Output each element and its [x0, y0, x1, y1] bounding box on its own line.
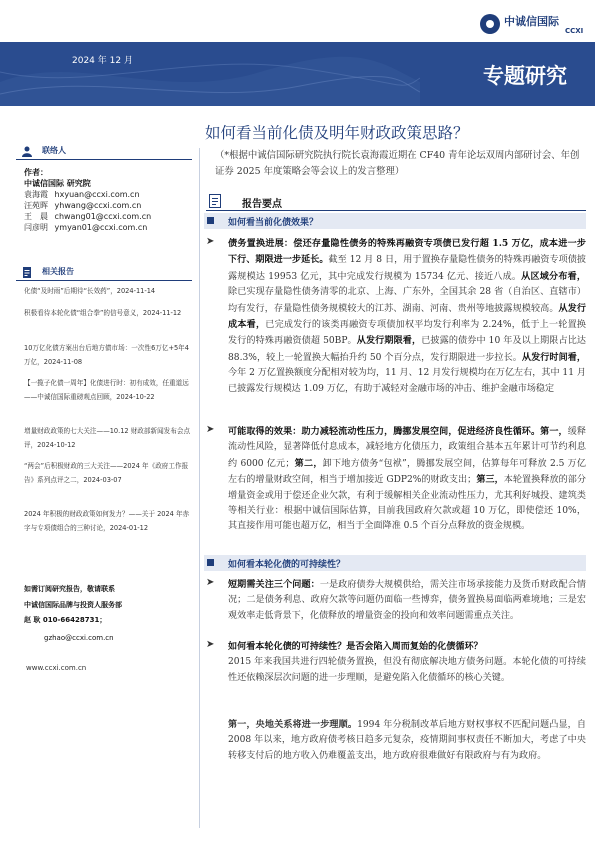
author-email[interactable]: hxyuan@ccxi.com.cn	[54, 190, 140, 199]
inline-lead: 第一，央地关系将进一步理顺。	[228, 719, 358, 730]
bullet-text: 截至 12 月 8 日，用于置换存量隐性债务的特殊再融资专项债披露规模达 19953 亿元，其中完成发行规模为 15734 亿元、接近八成。	[228, 255, 586, 282]
related-report-link[interactable]: 2024 年积极的财政政策如何发力？——关于 2024 年赤字与专项债组合的三种讨论，2024-01-12	[24, 510, 190, 532]
square-bullet-icon	[207, 559, 214, 566]
related-report-link[interactable]: 增量财政政策的七大关注——10.12 财政部新闻发布会点评，2024-10-12	[24, 427, 191, 449]
related-report-link[interactable]: 【一揽子化债一周年】化债进行时：初有成效，任重道远——中诚信国际重磅观点回顾，2024-10-22	[24, 379, 189, 401]
inline-lead: 第三，	[476, 474, 504, 486]
author-email[interactable]: yhwang@ccxi.com.cn	[54, 201, 142, 210]
paragraph-text: 1994 年分税制改革后地方财权事权不匹配问题凸显，自 2008 年以来，地方政府债考核日趋多元复杂，疫情期间事权责任不断加大，考虑了中央转移支付后的地方收入仍难覆盖支出，地方政府很难做好有限政府与有为政府。	[228, 720, 586, 761]
person-icon	[22, 146, 32, 157]
bullet-text: 已完成发行的该类再融资专项债加权平均发行利率为 2.24%，低于上一轮置换发行的特殊再融资债超 50BP。	[228, 320, 586, 347]
bullet-text: 今年 2 万亿置换额度分配相对较为均，11 月、12 月发行规模均在万亿左右，其中 11 月已披露发行规模达 1.09 万亿，有助于减轻对金融市场的冲击、维护金融市场稳定	[228, 368, 586, 394]
inline-lead: 从区域分布看，	[521, 270, 586, 282]
bullet-text: 一是政府债券大规模供给，需关注市场承接能力及货币财政配合情况；二是债务利息、政府欠款等问题仍面临一些博弈，债务置换易面临两难境地；三是宏观效率走低背景下，化债释放的增量资金的投向和效率问题需重点关注。	[228, 580, 586, 621]
bullet-text: 卸下地方债务“包袱”，腾挪发展空间，估算每年可释放 2.5 万亿左右的增量财政空间，相当于增加接近 GDP2%的财政支出；	[228, 458, 586, 486]
inline-lead: 第一，	[540, 426, 568, 437]
contact-email[interactable]: gzhao@ccxi.com.cn	[44, 633, 114, 642]
header-wave-decoration	[0, 42, 420, 106]
author-name: 袁海霞	[24, 190, 48, 199]
related-report-link[interactable]: 10万亿化债方案出台后地方债市场：一次性6万亿+5年4万亿，2024-11-08	[24, 344, 189, 366]
document-icon	[22, 267, 32, 278]
logo-en: CCXI	[565, 27, 584, 35]
arrow-bullet-icon: ➤	[206, 639, 215, 650]
contact-line: 中诚信国际品牌与投资人服务部	[24, 600, 122, 609]
author-row	[24, 189, 151, 200]
logo-cn: 中诚信国际	[504, 15, 559, 28]
report-title: 如何看当前化债及明年财政政策思路？	[205, 124, 469, 142]
author-row	[24, 222, 151, 233]
bullet-text: 2015 年来我国共进行四轮债务置换，但没有彻底解决地方债务问题。本轮化债的可持续性还依赖深层次问题的进一步理顺，是避免陷入化债循环的核心关键。	[228, 657, 586, 683]
bullet-text: 本轮置换释放的部分增量资金或用于偿还企业欠款，有利于缓解相关企业流动性压力，尤其利好城投、建筑类等相关行业：根据中诚信国际估算，目前我国政府欠款或超 10 万亿，即使偿还 10%，其直接作用可能也超万亿，相当于全面降准 0.5 个百分点释放的资金规模。	[228, 475, 586, 532]
report-date: 2024 年 12 月	[72, 56, 133, 66]
arrow-bullet-icon: ➤	[206, 577, 215, 588]
ccxi-logo	[470, 10, 590, 40]
author-email[interactable]: chwang01@ccxi.com.cn	[54, 212, 152, 221]
author-email[interactable]: ymyan01@ccxi.com.cn	[54, 223, 148, 232]
author-name: 闫彦明	[24, 223, 48, 232]
column-divider	[199, 148, 200, 828]
related-report-link[interactable]: 积极看待本轮化债“组合拳”的信号意义，2024-11-12	[24, 309, 182, 317]
logo-mark-icon	[480, 14, 500, 34]
document-icon	[209, 194, 221, 208]
contact-line: 赵 耿 010-66428731；	[24, 616, 107, 624]
author-name: 汪苑晖	[24, 201, 48, 210]
author-row	[24, 211, 151, 222]
section-heading	[204, 213, 586, 229]
bullet-lead: 如何看本轮化债的可持续性？是否会陷入周而复始的化债循环？	[228, 641, 483, 652]
key-points-label: 报告要点	[242, 199, 282, 210]
related-reports-heading	[16, 266, 192, 281]
bullet-text: 缓释流动性风险，显著降低付息成本，减轻地方化债压力，政策组合基本五年累计可节约利息约 6000 亿元；	[228, 427, 586, 469]
square-bullet-icon	[207, 217, 214, 224]
author-org: 中诚信国际 研究院	[24, 179, 91, 188]
website-link[interactable]: www.ccxi.com.cn	[26, 664, 87, 672]
author-name: 王 晨	[24, 212, 48, 221]
related-report-link[interactable]: “两会”后积极财政的三大关注——2024 年《政府工作报告》系列点评之二，2024-03-07	[24, 462, 189, 484]
key-points-heading	[206, 192, 586, 212]
bullet-text: 除已实现存量隐性债务清零的北京、上海、广东外，全国其余 28 省（自治区、直辖市）均有发行，存量隐性债务规模较大的江苏、湖南、河南、贵州等地披露规模较高。	[228, 287, 586, 314]
bullet-paragraph	[228, 577, 586, 624]
section-title: 如何看当前化债效果？	[228, 218, 319, 228]
inline-lead: 第二，	[294, 457, 323, 469]
report-subtitle: （*根据中诚信国际研究院执行院长袁海霞近期在 CF40 青年论坛双周内部研讨会、年创证券 2025 年度策略会等会议上的发言整理）	[215, 150, 580, 177]
section-heading	[204, 555, 586, 571]
inline-lead: 从发行时间看，	[521, 351, 586, 363]
contacts-heading-label: 联络人	[42, 146, 66, 155]
bullet-lead: 债务置换进展：偿还存量隐性债务的特殊再融资专项债已发行超 1.5 万亿，成本进一步下行、期限进一步延长。	[228, 238, 586, 266]
author-row	[24, 200, 151, 211]
section-title: 如何看本轮化债的可持续性？	[228, 560, 346, 570]
inline-lead: 从发行期限看，	[356, 335, 422, 347]
authors-label: 作者：	[24, 168, 48, 177]
sub-paragraph	[228, 717, 586, 764]
bullet-text: 已披露的债券中 10 年及以上期限占比达 88.3%，较上一轮置换大幅抬升约 50 个百分点，发行期限进一步拉长。	[228, 336, 586, 363]
heading-rule	[206, 210, 586, 211]
bullet-lead: 可能取得的效果：助力减轻流动性压力，腾挪发展空间，促进经济良性循环。	[228, 426, 541, 437]
bullet-paragraph	[228, 236, 586, 397]
arrow-bullet-icon: ➤	[206, 236, 215, 247]
bullet-lead: 短期需关注三个问题：	[228, 579, 320, 590]
related-report-link[interactable]: 化债“及时雨”后期待“长效药”，2024-11-14	[24, 287, 156, 295]
author-list	[24, 167, 151, 233]
bullet-paragraph	[228, 424, 586, 535]
related-reports-label: 相关报告	[42, 267, 74, 276]
contacts-heading	[16, 145, 192, 160]
subscription-contact	[24, 584, 122, 644]
report-type-label: 专题研究	[483, 64, 567, 88]
contact-line: 如需订阅研究报告，敬请联系	[24, 585, 115, 593]
bullet-paragraph	[228, 639, 586, 686]
arrow-bullet-icon: ➤	[206, 424, 215, 435]
inline-lead: 从发行成本看，	[228, 302, 586, 331]
